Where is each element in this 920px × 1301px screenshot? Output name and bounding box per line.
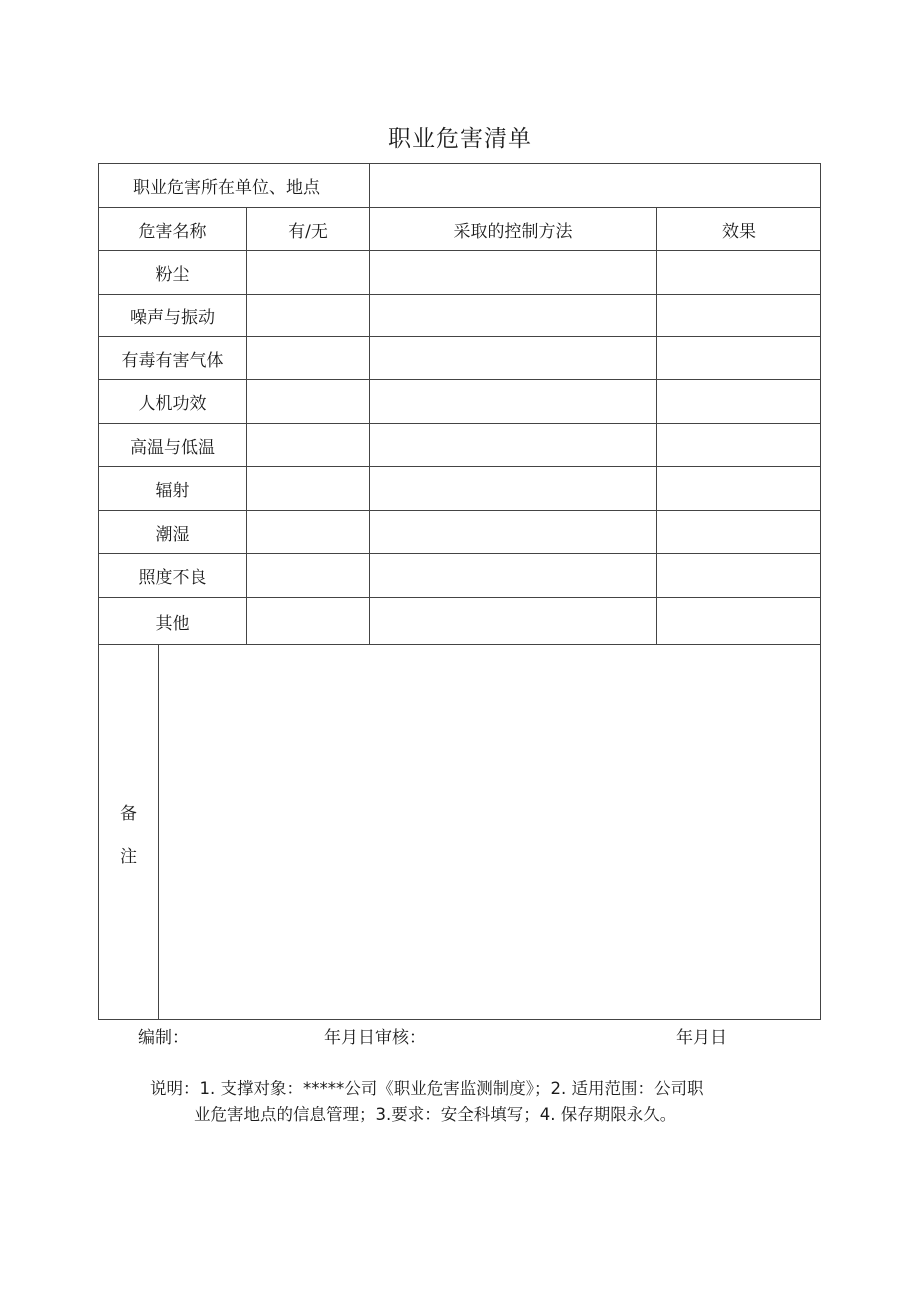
row-hazard-name: 辐射 bbox=[99, 467, 247, 511]
row-present-field[interactable] bbox=[247, 295, 370, 337]
row-present-field[interactable] bbox=[247, 337, 370, 380]
row-effect-field[interactable] bbox=[657, 380, 821, 424]
header-effect: 效果 bbox=[657, 208, 821, 251]
row-hazard-name: 有毒有害气体 bbox=[99, 337, 247, 380]
row-control-method-field[interactable] bbox=[370, 295, 657, 337]
remarks-label-char: 注 bbox=[120, 846, 137, 867]
row-hazard-name: 噪声与振动 bbox=[99, 295, 247, 337]
location-label: 职业危害所在单位、地点 bbox=[99, 164, 370, 208]
row-effect-field[interactable] bbox=[657, 554, 821, 598]
row-control-method-field[interactable] bbox=[370, 424, 657, 467]
row-control-method-field[interactable] bbox=[370, 511, 657, 554]
row-hazard-name: 人机功效 bbox=[99, 380, 247, 424]
row-present-field[interactable] bbox=[247, 380, 370, 424]
hazard-table bbox=[98, 163, 821, 1020]
row-control-method-field[interactable] bbox=[370, 554, 657, 598]
row-control-method-field[interactable] bbox=[370, 251, 657, 295]
row-control-method-field[interactable] bbox=[370, 380, 657, 424]
row-effect-field[interactable] bbox=[657, 467, 821, 511]
remarks-label bbox=[99, 645, 159, 1020]
date-review-label: 年月日审核： bbox=[324, 1028, 426, 1048]
row-hazard-name: 其他 bbox=[99, 598, 247, 645]
row-present-field[interactable] bbox=[247, 554, 370, 598]
row-hazard-name: 潮湿 bbox=[99, 511, 247, 554]
footnote bbox=[150, 1076, 790, 1128]
row-effect-field[interactable] bbox=[657, 337, 821, 380]
row-present-field[interactable] bbox=[247, 424, 370, 467]
row-present-field[interactable] bbox=[247, 251, 370, 295]
header-hazard-name: 危害名称 bbox=[99, 208, 247, 251]
prepared-by-label: 编制： bbox=[138, 1028, 189, 1048]
row-effect-field[interactable] bbox=[657, 251, 821, 295]
row-effect-field[interactable] bbox=[657, 598, 821, 645]
row-hazard-name: 照度不良 bbox=[99, 554, 247, 598]
document-title: 职业危害清单 bbox=[388, 126, 532, 152]
header-control-method: 采取的控制方法 bbox=[370, 208, 657, 251]
row-control-method-field[interactable] bbox=[370, 598, 657, 645]
row-present-field[interactable] bbox=[247, 511, 370, 554]
row-effect-field[interactable] bbox=[657, 511, 821, 554]
header-present: 有/无 bbox=[247, 208, 370, 251]
location-field[interactable] bbox=[370, 164, 821, 208]
footnote-line-2: 业危害地点的信息管理；3.要求：安全科填写；4. 保存期限永久。 bbox=[194, 1105, 677, 1124]
footnote-line-1: 说明：1. 支撑对象：*****公司《职业危害监测制度》；2. 适用范围：公司职 bbox=[150, 1079, 704, 1098]
row-effect-field[interactable] bbox=[657, 295, 821, 337]
remarks-label-char: 备 bbox=[120, 803, 137, 824]
row-control-method-field[interactable] bbox=[370, 467, 657, 511]
date-label: 年月日 bbox=[676, 1028, 727, 1048]
row-hazard-name: 粉尘 bbox=[99, 251, 247, 295]
row-effect-field[interactable] bbox=[657, 424, 821, 467]
row-control-method-field[interactable] bbox=[370, 337, 657, 380]
row-present-field[interactable] bbox=[247, 598, 370, 645]
row-present-field[interactable] bbox=[247, 467, 370, 511]
row-hazard-name: 高温与低温 bbox=[99, 424, 247, 467]
remarks-field[interactable] bbox=[159, 645, 821, 1020]
